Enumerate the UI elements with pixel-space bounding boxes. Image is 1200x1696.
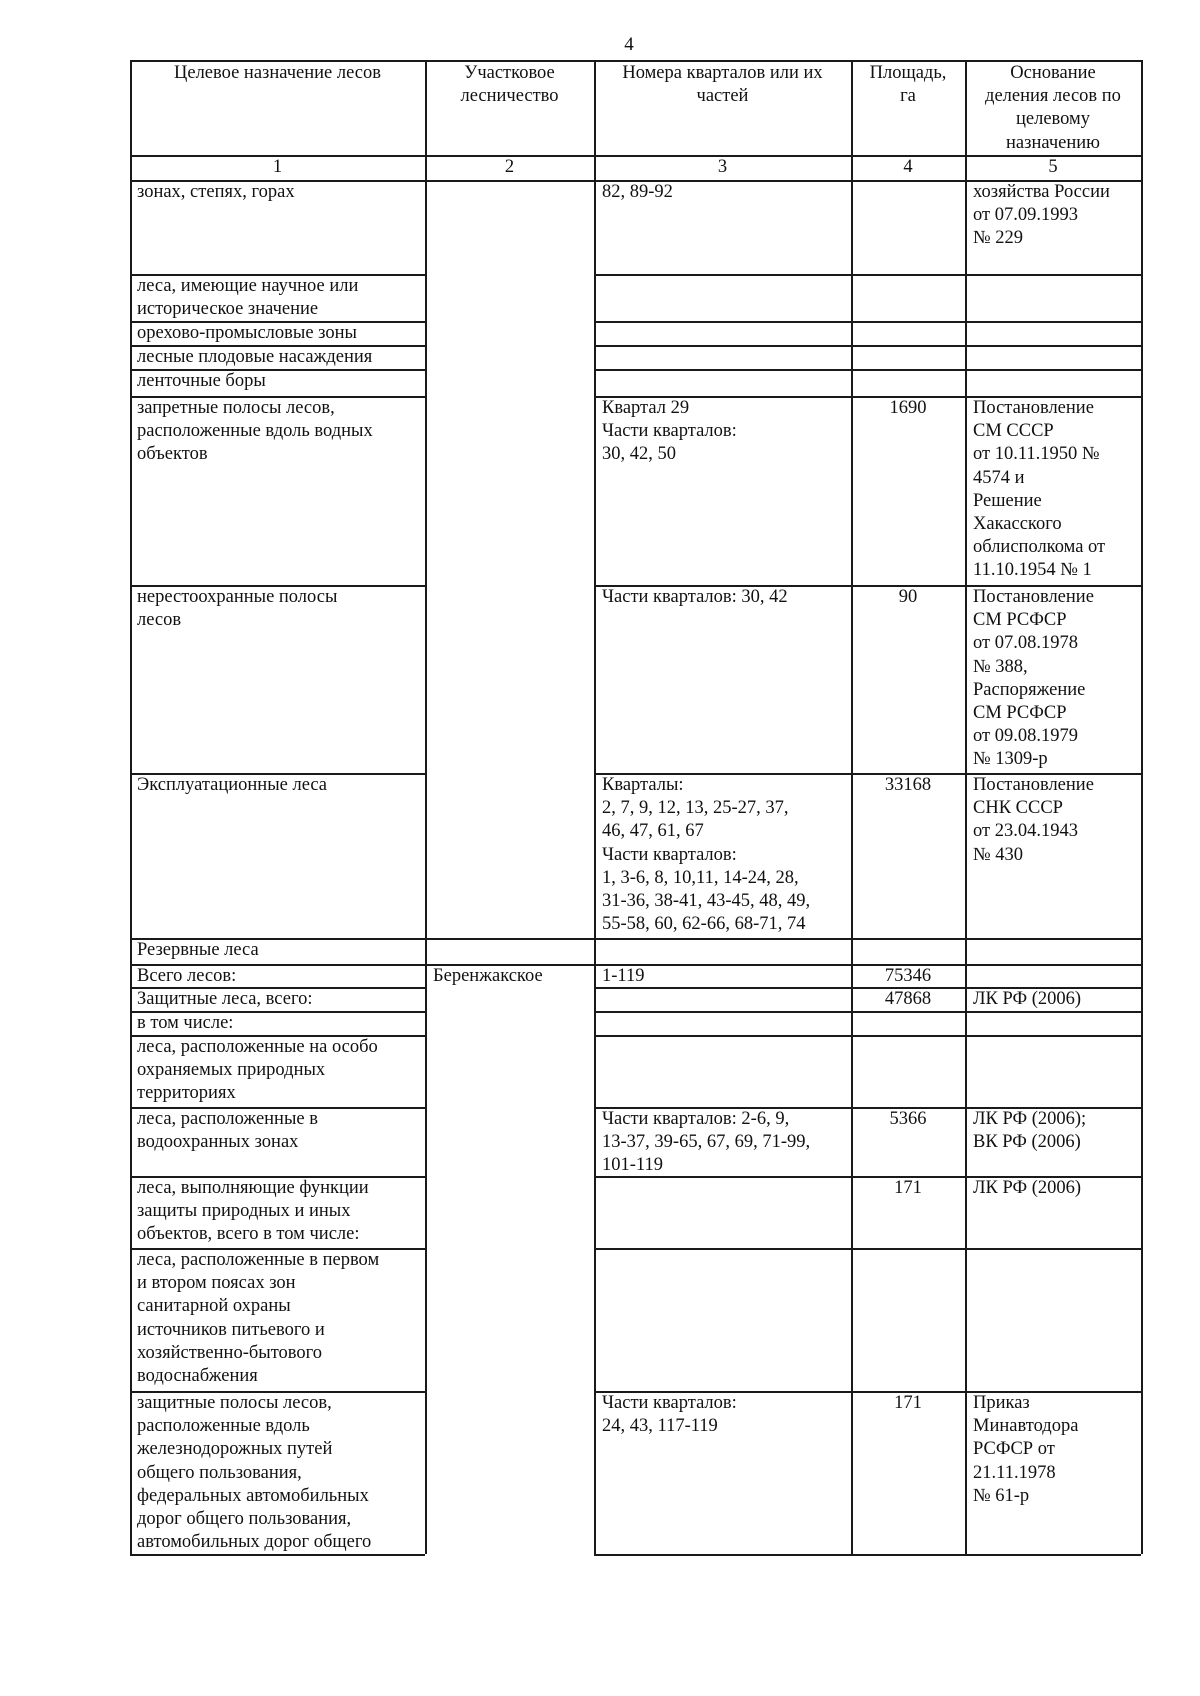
purpose-cell: леса, расположенные на особо охраняемых природных территориях bbox=[137, 1037, 378, 1104]
column-number: 5 bbox=[1048, 157, 1058, 177]
area-cell: 171 bbox=[894, 1393, 922, 1413]
header-c1: Целевое назначение лесов bbox=[174, 63, 381, 83]
row-border bbox=[425, 938, 594, 940]
area-cell: 90 bbox=[898, 587, 918, 607]
basis-cell: Постановление СМ СССР от 10.11.1950 № 4574 и Решение Хакасского облисполкома от 11.10.1954 № 1 bbox=[973, 398, 1106, 581]
purpose-cell: нерестоохранные полосы лесов bbox=[137, 587, 338, 631]
purpose-cell: зонах, степях, горах bbox=[137, 182, 295, 202]
purpose-cell: Резервные леса bbox=[137, 940, 259, 960]
row-border bbox=[594, 938, 1141, 940]
quarters-cell: 82, 89-92 bbox=[602, 182, 673, 202]
quarters-cell: Части кварталов: 30, 42 bbox=[602, 587, 788, 607]
column-border bbox=[1141, 60, 1143, 1554]
column-border bbox=[851, 60, 853, 1554]
area-cell: 5366 bbox=[889, 1109, 927, 1129]
row-border bbox=[594, 1554, 1141, 1556]
basis-cell: Постановление СМ РСФСР от 07.08.1978 № 388, Распоряжение СМ РСФСР от 09.08.1979 № 1309-р bbox=[973, 587, 1094, 770]
purpose-cell: ленточные боры bbox=[137, 371, 266, 391]
header-c2: Участковое лесничество bbox=[460, 63, 559, 107]
basis-cell: ЛК РФ (2006); ВК РФ (2006) bbox=[973, 1109, 1087, 1153]
basis-cell: ЛК РФ (2006) bbox=[973, 1178, 1082, 1198]
row-border bbox=[594, 369, 1141, 371]
purpose-cell: леса, имеющие научное или историческое значение bbox=[137, 276, 359, 320]
area-cell: 1690 bbox=[889, 398, 927, 418]
row-border bbox=[594, 1035, 1141, 1037]
purpose-cell: запретные полосы лесов, расположенные вдоль водных объектов bbox=[137, 398, 373, 465]
basis-cell: ЛК РФ (2006) bbox=[973, 989, 1082, 1009]
area-cell: 33168 bbox=[884, 775, 932, 795]
header-c4: Площадь, га bbox=[869, 63, 947, 107]
header-c3: Номера кварталов или их частей bbox=[622, 63, 823, 107]
basis-cell: Постановление СНК СССР от 23.04.1943 № 430 bbox=[973, 775, 1094, 865]
purpose-cell: орехово-промысловые зоны bbox=[137, 323, 357, 343]
area-cell: 75346 bbox=[884, 966, 932, 986]
basis-cell: Приказ Минавтодора РСФСР от 21.11.1978 № 61-р bbox=[973, 1393, 1079, 1506]
column-number: 4 bbox=[903, 157, 913, 177]
column-number: 2 bbox=[504, 157, 515, 177]
purpose-cell: леса, выполняющие функции защиты природных и иных объектов, всего в том числе: bbox=[137, 1178, 369, 1245]
column-number: 3 bbox=[717, 157, 728, 177]
purpose-cell: Всего лесов: bbox=[137, 966, 237, 986]
purpose-cell: в том числе: bbox=[137, 1013, 234, 1033]
header-c5: Основание деления лесов по целевому назначению bbox=[985, 63, 1121, 153]
row-border bbox=[594, 1248, 1141, 1250]
quarters-cell: Части кварталов: 2-6, 9, 13-37, 39-65, 67, 69, 71-99, 101-119 bbox=[602, 1109, 811, 1176]
quarters-cell: 1-119 bbox=[602, 966, 645, 986]
page-number: 4 bbox=[624, 34, 634, 55]
row-border bbox=[594, 321, 1141, 323]
area-cell: 47868 bbox=[884, 989, 932, 1009]
purpose-cell: лесные плодовые насаждения bbox=[137, 347, 373, 367]
purpose-cell: леса, расположенные в водоохранных зонах bbox=[137, 1109, 318, 1153]
row-border bbox=[594, 345, 1141, 347]
purpose-cell: защитные полосы лесов, расположенные вдоль железнодорожных путей общего пользования, федеральных автомобильных дорог общего пользования, автомобильных дорог общего bbox=[137, 1393, 372, 1553]
forestry-cell: Беренжакское bbox=[433, 966, 543, 986]
column-border bbox=[425, 60, 427, 1554]
purpose-cell: Защитные леса, всего: bbox=[137, 989, 313, 1009]
row-border bbox=[594, 1011, 1141, 1013]
row-border bbox=[594, 274, 1141, 276]
column-border bbox=[594, 60, 596, 1554]
column-number: 1 bbox=[272, 157, 283, 177]
purpose-cell: Эксплуатационные леса bbox=[137, 775, 328, 795]
area-cell: 171 bbox=[894, 1178, 922, 1198]
quarters-cell: Кварталы: 2, 7, 9, 12, 13, 25-27, 37, 46, 47, 61, 67 Части кварталов: 1, 3-6, 8, 10,11, 14-24, 28, 31-36, 38-41, 43-45, 48, 49, 55-58, 60, 62-66, 68-71, 74 bbox=[602, 775, 811, 935]
column-border bbox=[965, 60, 967, 1554]
column-border bbox=[130, 60, 132, 1554]
quarters-cell: Квартал 29 Части кварталов: 30, 42, 50 bbox=[602, 398, 737, 465]
basis-cell: хозяйства России от 07.09.1993 № 229 bbox=[973, 182, 1110, 249]
quarters-cell: Части кварталов: 24, 43, 117-119 bbox=[602, 1393, 737, 1437]
purpose-cell: леса, расположенные в первом и втором поясах зон санитарной охраны источников питьевого и хозяйственно-бытового водоснабжения bbox=[137, 1250, 380, 1387]
